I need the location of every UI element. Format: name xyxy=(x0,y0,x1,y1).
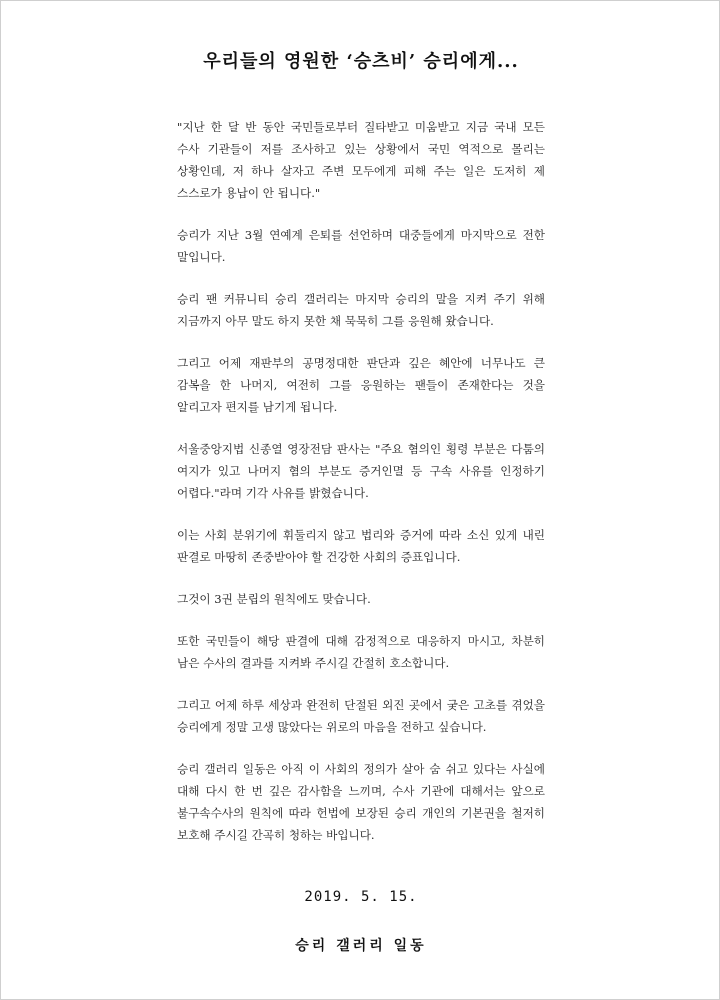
paragraph-judge-ruling: 서울중앙지법 신종열 영장전담 판사는 "주요 혐의인 횡령 부분은 다툼의 여지가 있고 나머지 혐의 부분도 증거인멸 등 구속 사유를 인정하기 어렵다."라며 기각 사유를 밝혔습니다. xyxy=(177,442,545,500)
letter-date: 2019. 5. 15. xyxy=(304,889,418,905)
paragraph-ruling-respect: 이는 사회 분위기에 휘둘리지 않고 법리와 증거에 따라 소신 있게 내린 판결로 마땅히 존중받아야 할 건강한 사회의 증표입니다. xyxy=(177,528,545,564)
paragraph-separation-of-powers: 그것이 3권 분립의 원칙에도 맞습니다. xyxy=(177,592,371,606)
paragraph-consolation: 그리고 어제 하루 세상과 완전히 단절된 외진 곳에서 궂은 고초를 겪었을 승리에게 정말 고생 많았다는 위로의 마음을 전하고 싶습니다. xyxy=(177,698,545,734)
letter-signature: 승리 갤러리 일동 xyxy=(295,938,427,954)
paragraph-quote: "지난 한 달 반 동안 국민들로부터 질타받고 미움받고 지금 국내 모든 수사 기관들이 저를 조사하고 있는 상황에서 국민 역적으로 몰리는 상황인데, 저 하나 살자고 주변 모두에게 피해 주는 일은 도저히 제 스스로가 용납이 안 됩니다." xyxy=(177,120,545,200)
paragraph-context: 승리가 지난 3월 연예계 은퇴를 선언하며 대중들에게 마지막으로 전한 말입니다. xyxy=(177,228,545,264)
paragraph-court-gratitude: 그리고 어제 재판부의 공명정대한 판단과 깊은 혜안에 너무나도 큰 감복을 한 나머지, 여전히 그를 응원하는 팬들이 존재한다는 것을 알리고자 편지를 남기게 됩니다. xyxy=(177,356,545,414)
letter-title: 우리들의 영원한 ‘승츠비’ 승리에게... xyxy=(203,51,519,72)
letter-body xyxy=(177,116,545,866)
paragraph-closing-request: 승리 갤러리 일동은 아직 이 사회의 정의가 살아 숨 쉬고 있다는 사실에 대해 다시 한 번 깊은 감사함을 느끼며, 수사 기관에 대해서는 앞으로 불구속수사의 원칙에 따라 헌법에 보장된 승리 개인의 기본권을 철저히 보호해 주시길 간곡히 청하는 바입니다. xyxy=(177,762,545,842)
paragraph-public-appeal: 또한 국민들이 해당 판결에 대해 감정적으로 대응하지 마시고, 차분히 남은 수사의 결과를 지켜봐 주시길 간절히 호소합니다. xyxy=(177,634,545,670)
paragraph-gallery-support: 승리 팬 커뮤니티 승리 갤러리는 마지막 승리의 말을 지켜 주기 위해 지금까지 아무 말도 하지 못한 채 묵묵히 그를 응원해 왔습니다. xyxy=(177,292,545,328)
